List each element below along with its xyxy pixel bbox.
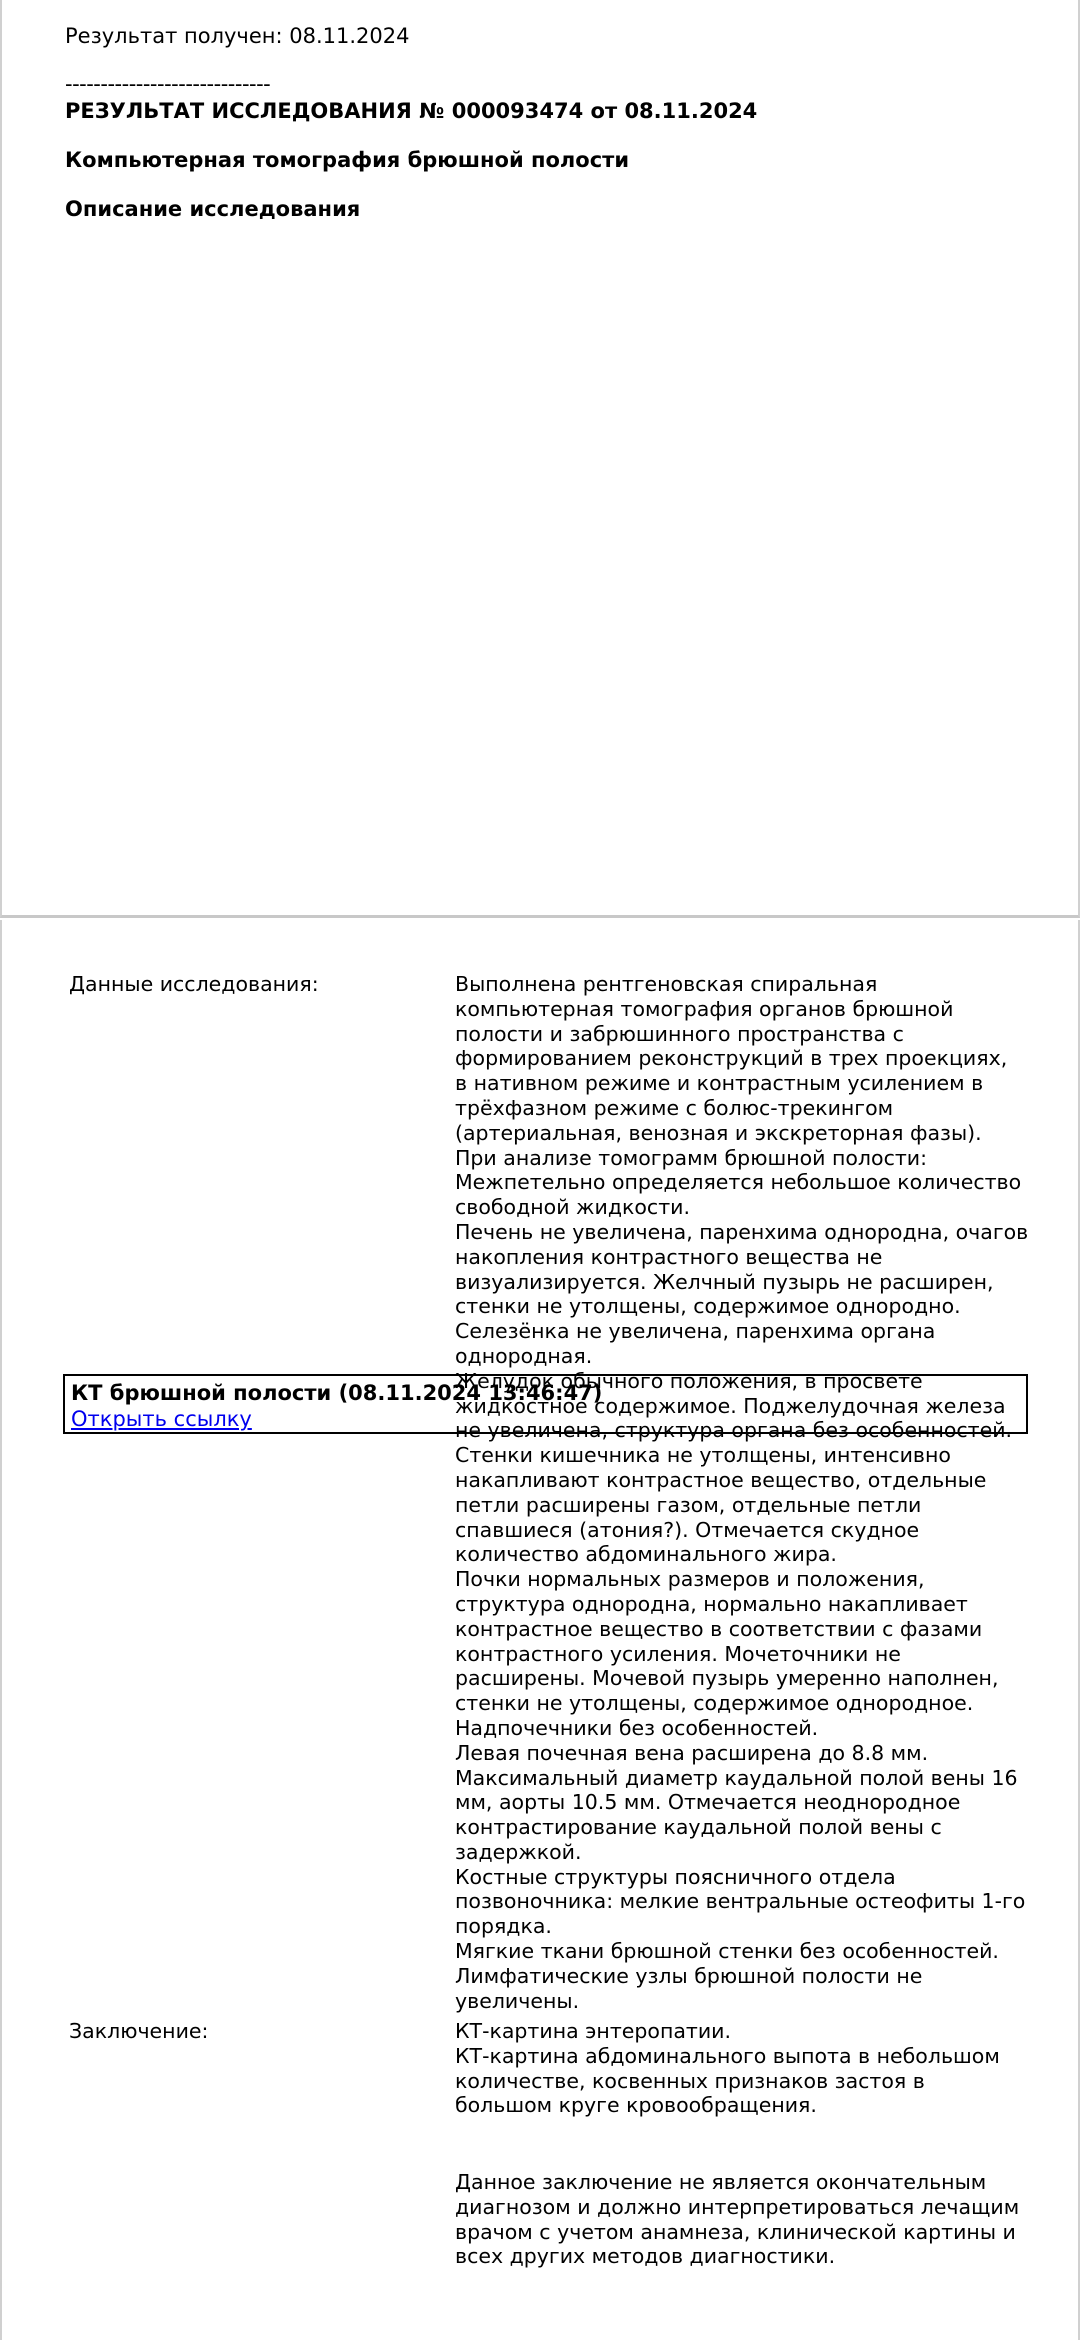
text-line: стенки не утолщены, содержимое однородно. <box>455 1294 961 1319</box>
study-name: Компьютерная томография брюшной полости <box>65 148 630 172</box>
text-line: (артериальная, венозная и экскреторная фазы). <box>455 1120 982 1145</box>
text-line: в нативном режиме и контрастным усилением в <box>455 1071 984 1096</box>
text-line: задержкой. <box>455 1839 582 1864</box>
text-line: КТ-картина абдоминального выпота в небольшом <box>455 2043 1000 2068</box>
text-line: Лимфатические узлы брюшной полости не <box>455 1963 923 1988</box>
text-line: контрастного усиления. Мочеточники не <box>455 1641 901 1666</box>
text-line: КТ-картина энтеропатии. <box>455 2019 732 2043</box>
attachment-box <box>63 1374 1028 1434</box>
text-line: Костные структуры поясничного отдела <box>455 1864 896 1889</box>
text-line: Селезёнка не увеличена, паренхима органа <box>455 1319 936 1344</box>
text-line: Левая почечная вена расширена до 8.8 мм. <box>455 1740 929 1765</box>
text-line: большом круге кровообращения. <box>455 2093 817 2118</box>
text-line: трёхфазном режиме с болюс-трекингом <box>455 1095 894 1120</box>
text-line: компьютерная томография органов брюшной <box>455 996 954 1021</box>
text-line: визуализируется. Желчный пузырь не расширен, <box>455 1269 994 1294</box>
text-line: количестве, косвенных признаков застоя в <box>455 2068 925 2093</box>
text-line: Желудок обычного положения, в просвете <box>455 1368 923 1393</box>
text-line: порядка. <box>455 1914 552 1939</box>
text-line: мм, аорты 10.5 мм. Отмечается неоднородное <box>455 1790 961 1815</box>
conclusion-label: Заключение: <box>69 2019 209 2043</box>
text-line: Данное заключение не является окончательным <box>455 2170 987 2194</box>
separator-line: ----------------------------- <box>65 72 271 96</box>
result-received-date: Результат получен: 08.11.2024 <box>65 24 410 48</box>
text-line: Почки нормальных размеров и положения, <box>455 1567 925 1592</box>
text-line: жидкостное содержимое. Поджелудочная железа <box>455 1393 1006 1418</box>
text-line: диагнозом и должно интерпретироваться лечащим <box>455 2194 1020 2219</box>
conclusion-text <box>455 2019 1045 2118</box>
text-line: количество абдоминального жира. <box>455 1542 837 1567</box>
text-line: не увеличена, структура органа без особенностей. <box>455 1418 1013 1443</box>
text-line: накопления контрастного вещества не <box>455 1244 883 1269</box>
description-heading: Описание исследования <box>65 197 361 221</box>
text-line: однородная. <box>455 1343 593 1368</box>
text-line: Надпочечники без особенностей. <box>455 1715 819 1740</box>
text-line: спавшиеся (атония?). Отмечается скудное <box>455 1517 920 1542</box>
study-data-text <box>455 972 1045 2013</box>
text-line: контрастирование каудальной полой вены с <box>455 1815 942 1840</box>
text-line: петли расширены газом, отдельные петли <box>455 1492 922 1517</box>
text-line: Максимальный диаметр каудальной полой вены 16 <box>455 1765 1018 1790</box>
report-page-header <box>0 0 1080 918</box>
text-line: свободной жидкости. <box>455 1195 690 1220</box>
result-title: РЕЗУЛЬТАТ ИССЛЕДОВАНИЯ № 000093474 от 08.11.2024 <box>65 99 758 123</box>
text-line: расширены. Мочевой пузырь умеренно наполнен, <box>455 1666 999 1691</box>
report-page-body <box>0 920 1080 2340</box>
text-line: Печень не увеличена, паренхима однородна, очагов <box>455 1219 1029 1244</box>
text-line: формированием реконструкций в трех проекциях, <box>455 1046 1008 1071</box>
text-line: полости и забрюшинного пространства с <box>455 1021 904 1046</box>
text-line: увеличены. <box>455 1988 580 2013</box>
text-line: всех других методов диагностики. <box>455 2244 836 2269</box>
text-line: позвоночника: мелкие вентральные остеофиты 1-го <box>455 1889 1026 1914</box>
text-line: врачом с учетом анамнеза, клинической картины и <box>455 2219 1016 2244</box>
disclaimer-text <box>455 2170 1045 2269</box>
text-line: Стенки кишечника не утолщены, интенсивно <box>455 1443 951 1468</box>
text-line: структура однородна, нормально накапливает <box>455 1591 968 1616</box>
text-line: контрастное вещество в соответствии с фазами <box>455 1616 983 1641</box>
text-line: стенки не утолщены, содержимое однородное. <box>455 1691 974 1716</box>
text-line: накапливают контрастное вещество, отдельные <box>455 1467 987 1492</box>
attachment-title: КТ брюшной полости (08.11.2024 13:46:47) <box>71 1381 603 1405</box>
text-line: При анализе томограмм брюшной полости: <box>455 1145 928 1170</box>
text-line: Мягкие ткани брюшной стенки без особенностей. <box>455 1939 999 1964</box>
study-data-label: Данные исследования: <box>69 972 319 996</box>
text-line: Выполнена рентгеновская спиральная <box>455 972 878 996</box>
text-line: Межпетельно определяется небольшое количество <box>455 1170 1022 1195</box>
open-link[interactable]: Открыть ссылку <box>71 1407 252 1431</box>
